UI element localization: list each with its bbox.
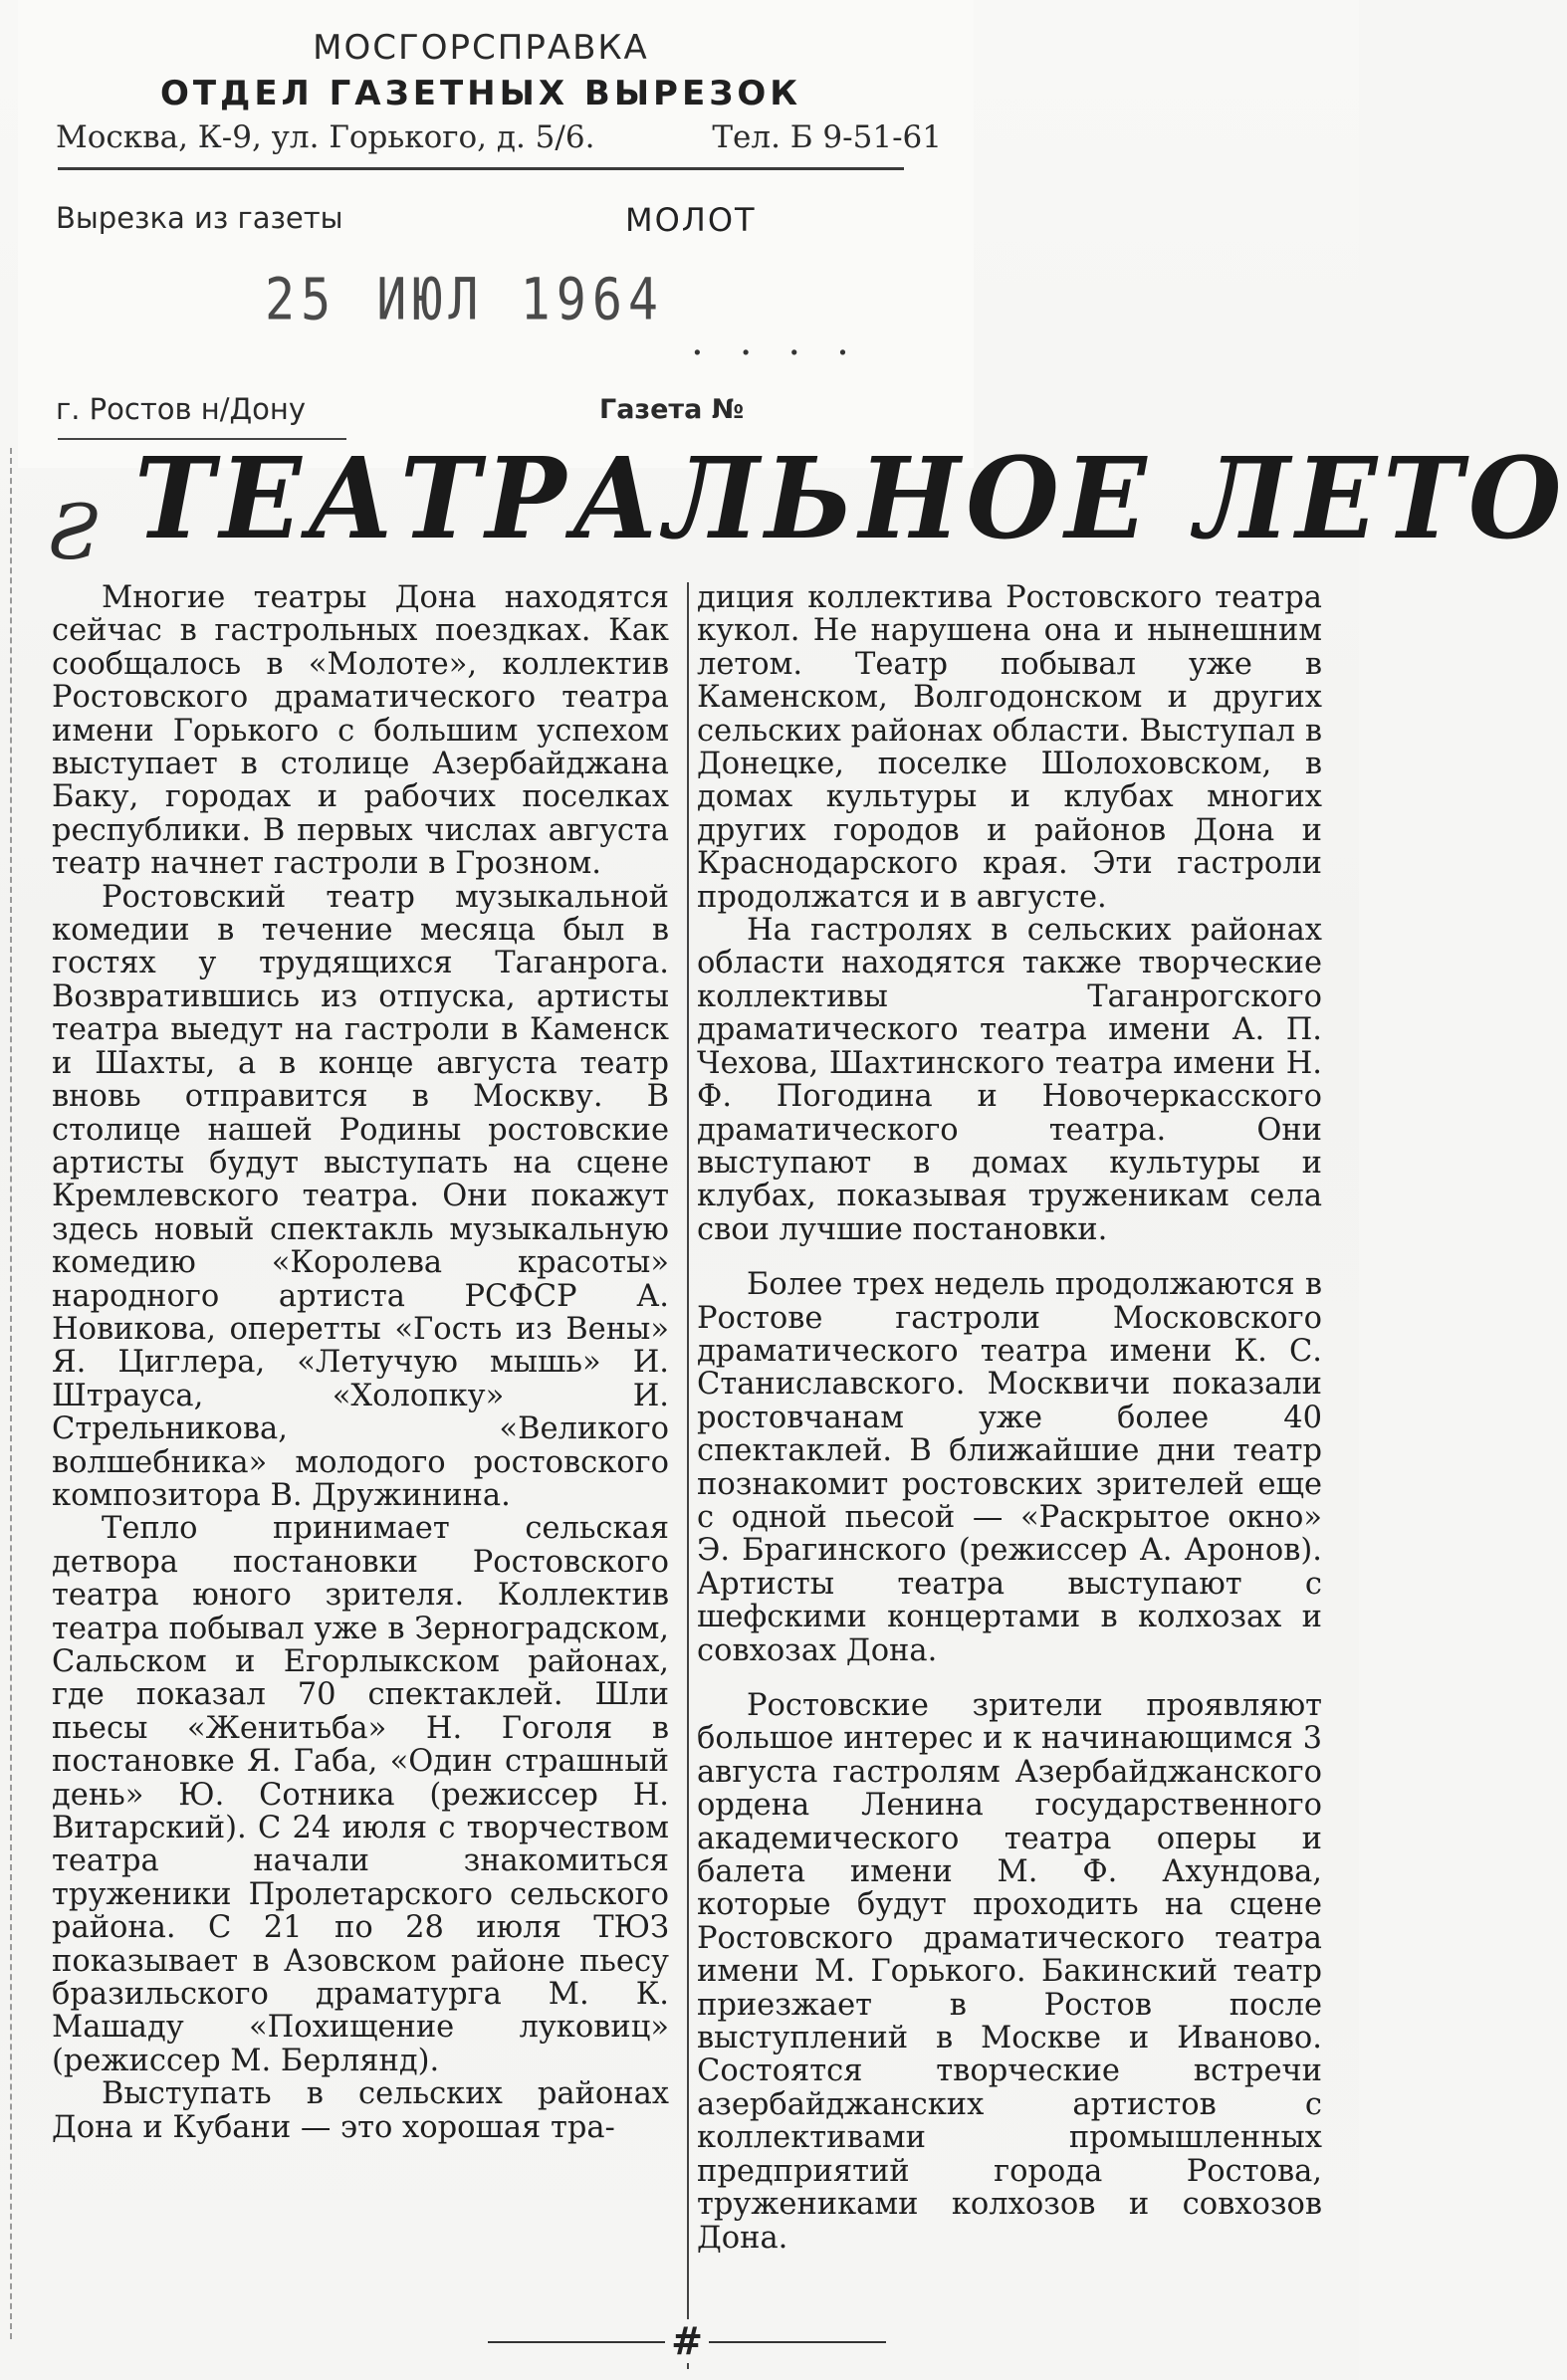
city-label: г. Ростов н/Дону — [56, 392, 307, 426]
article-column-left — [52, 581, 669, 2144]
paragraph: На гастролях в сельских районах области находятся также творческие коллективы Таганрогского драматического театра имени А. П. Чехова, Шахтинского театра имени Н. Ф. Погодина и Новочеркасского драматического театра. Они выступают в домах культуры и клубах, показывая труженикам села свои лучшие постановки. — [697, 913, 1322, 1247]
address-line — [56, 119, 942, 155]
address-text: Москва, К-9, ул. Горького, д. 5/6. — [56, 119, 595, 155]
paragraph: Многие театры Дона находятся сейчас в гастрольных поездках. Как сообщалось в «Молоте», коллектив Ростовского драматического театра имени Горького с большим успехом выступает в столице Азербайджана Баку, городах и рабочих поселках республики. В первых числах августа театр начнет гастроли в Грозном. — [52, 580, 669, 882]
date-stamp-month-year: ИЮЛ 1964 — [376, 266, 665, 333]
issue-number-label: Газета № — [599, 394, 745, 425]
date-stamp — [265, 267, 664, 333]
column-divider — [687, 582, 689, 2369]
clip-label: Вырезка из газеты — [56, 201, 343, 235]
date-stamp-day: 25 — [265, 266, 337, 333]
paragraph: Ростовские зрители проявляют большое интерес и к начинающимся 3 августа гастролям Азербайджанского ордена Ленина государственного академического театра оперы и балета имени М. Ф. Ахундова, которые будут проходить на сцене Ростовского драматического театра имени М. Горького. Бакинский театр приезжает в Ростов после выступлений в Москве и Иваново. Состоятся творческие встречи азербайджанских артистов с коллективами промышленных предприятий города Ростова, тружениками колхозов и совхозов Дона. — [697, 1688, 1322, 2256]
scissor-cut-edge — [10, 448, 12, 2339]
paragraph: Более трех недель продолжаются в Ростове гастроли Московского драматического театра имени К. С. Станиславского. Москвичи показали ростовчанам уже более 40 спектаклей. В ближайшие дни театр познакомит ростовских зрителей еще с одной пьесой — «Раскрытое окно» Э. Брагинского (режиссер А. Аронов). Артисты театра выступают с шефскими концертами в колхозах и совхозах Дона. — [697, 1267, 1322, 1668]
paragraph-continuation: диция коллектива Ростовского театра кукол. Не нарушена она и нынешним летом. Театр побывал уже в Каменском, Волгодонском и других сельских районах области. Выступал в Донецке, поселке Шолоховском, в домах культуры и клубах многих других городов и районов Дона и Краснодарского края. Эти гастроли продолжатся и в августе. — [697, 580, 1322, 915]
form-dots: .... — [691, 319, 885, 364]
phone-text: Тел. Б 9-51-61 — [712, 119, 942, 155]
article-headline: ТЕАТРАЛЬНОЕ ЛЕТО — [134, 434, 1567, 564]
paragraph: Выступать в сельских районах Дона и Кубани — это хорошая тра- — [52, 2076, 669, 2145]
article-column-right — [697, 581, 1322, 2255]
department-name: ОТДЕЛ ГАЗЕТНЫХ ВЫРЕЗОК — [159, 74, 802, 113]
header-divider — [58, 167, 904, 170]
agency-name: МОСГОРСПРАВКА — [313, 28, 649, 68]
handwritten-mark: Ƨ — [48, 488, 101, 576]
newspaper-name: МОЛОТ — [625, 201, 757, 239]
clipping-service-slip — [18, 0, 974, 468]
paragraph: Ростовский театр музыкальной комедии в течение месяца был в гостях у трудящихся Таганрога. Возвратившись из отпуска, артисты театра выедут на гастроли в Каменск и Шахты, а в конце августа театр вновь отправится в Москву. В столице нашей Родины ростовские артисты будут выступать на сцене Кремлевского театра. Они покажут здесь новый спектакль музыкальную комедию «Королева красоты» народного артиста РСФСР А. Новикова, оперетты «Гость из Вены» Я. Циглера, «Летучую мышь» И. Штрауса, «Холопку» И. Стрельникова, «Великого волшебника» молодого ростовского композитора В. Дружинина. — [52, 879, 669, 1513]
article-end-mark: # — [665, 2319, 709, 2363]
paragraph: Тепло принимает сельская детвора постановки Ростовского театра юного зрителя. Коллектив театра побывал уже в Зерноградском, Сальском и Егорлыкском районах, где показал 70 спектаклей. Шли пьесы «Женитьба» Н. Гоголя в постановке Я. Габа, «Один страшный день» Ю. Сотника (режиссер Н. Витарский). С 24 июля с творчеством театра начали знакомиться труженики Пролетарского сельского района. С 21 по 28 июля ТЮЗ показывает в Азовском районе пьесу бразильского драматурга М. К. Машаду «Похищение луковиц» (режиссер М. Берлянд). — [52, 1511, 669, 2078]
